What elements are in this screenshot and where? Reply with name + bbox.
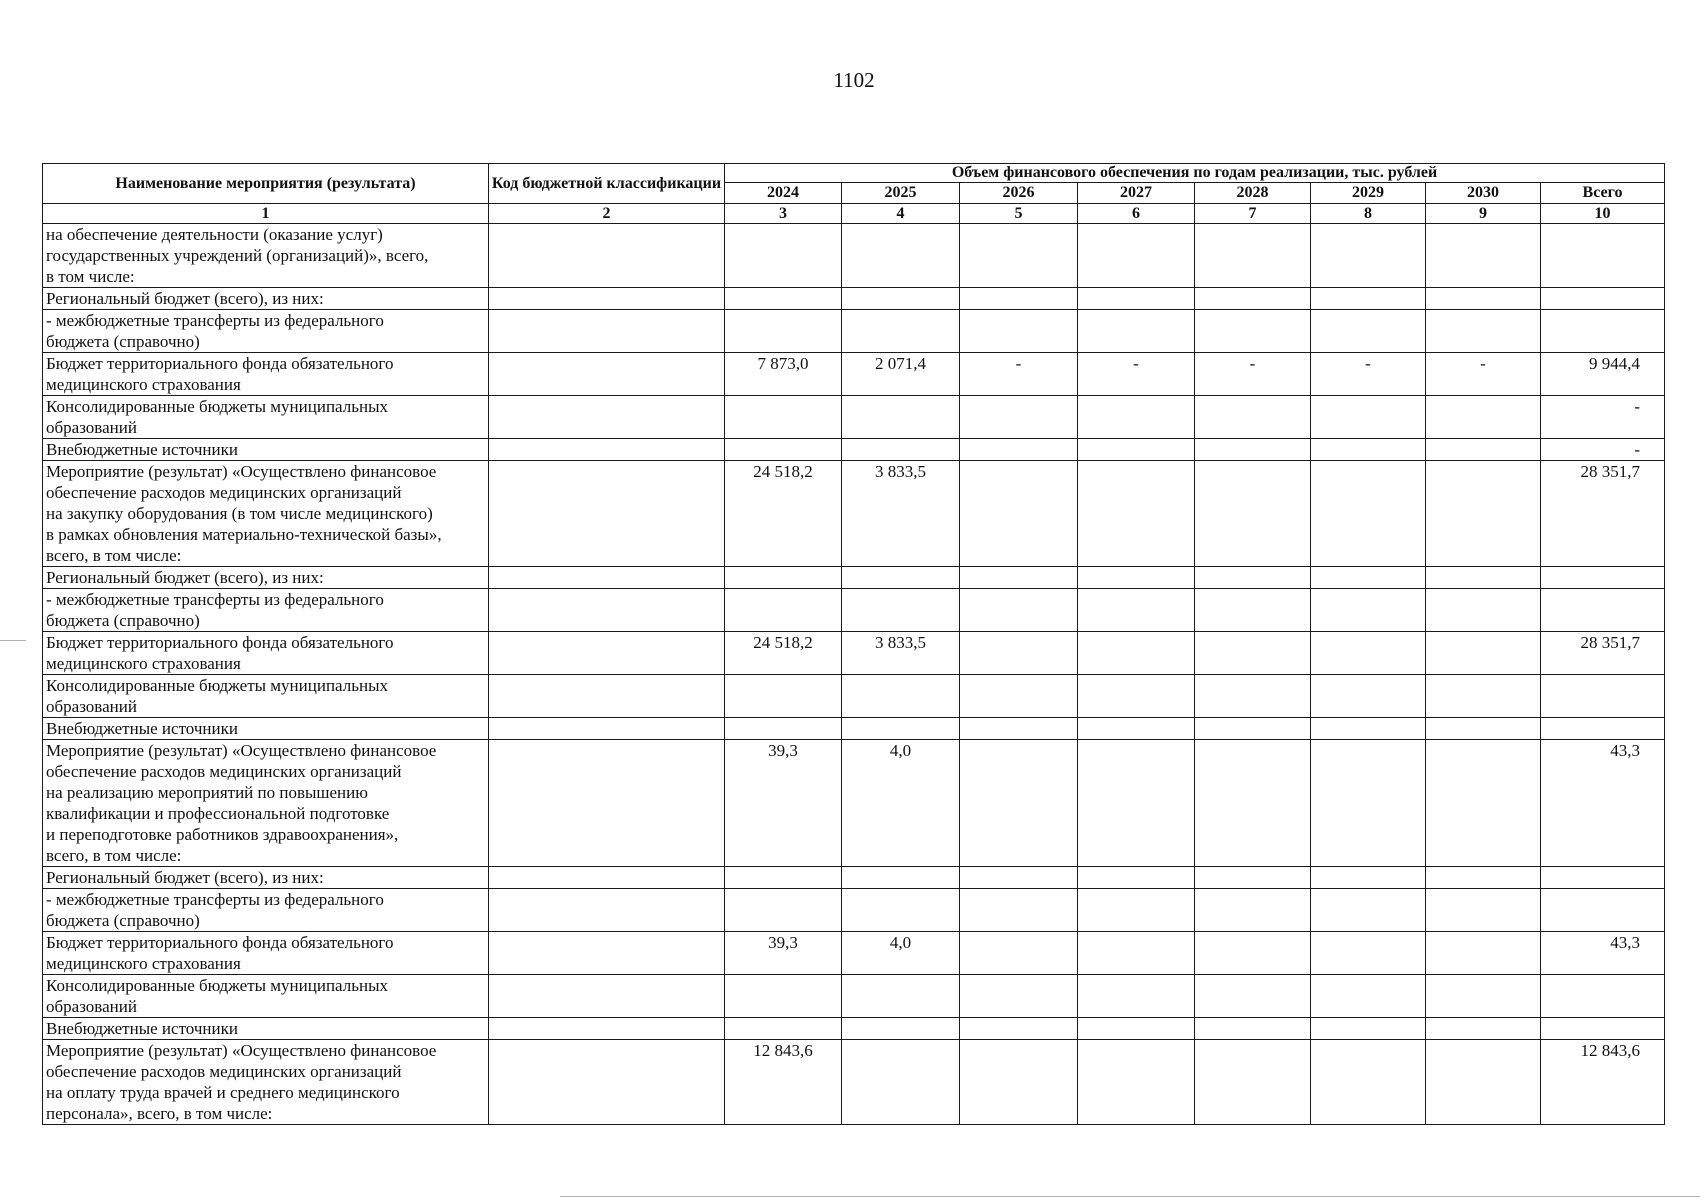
row-value-2028 <box>1195 975 1311 1018</box>
row-value-2025 <box>842 288 960 310</box>
row-total <box>1541 889 1665 932</box>
table-row <box>43 718 1665 740</box>
row-budget-code <box>489 224 725 288</box>
row-value-2030 <box>1426 1018 1541 1040</box>
row-value-2025 <box>842 396 960 439</box>
row-name: Бюджет территориального фонда обязательного медицинского страхования <box>43 632 489 675</box>
row-value-2024 <box>725 224 842 288</box>
row-budget-code <box>489 396 725 439</box>
row-value-2027 <box>1078 1040 1195 1125</box>
column-number: 8 <box>1311 204 1426 224</box>
row-value-2026 <box>960 975 1078 1018</box>
row-budget-code <box>489 740 725 867</box>
row-value-2024 <box>725 975 842 1018</box>
row-value-2028 <box>1195 439 1311 461</box>
row-value-2026 <box>960 932 1078 975</box>
row-value-2026 <box>960 675 1078 718</box>
row-value-2028 <box>1195 675 1311 718</box>
row-value-2029 <box>1311 589 1426 632</box>
row-value-2029 <box>1311 461 1426 567</box>
header-year-2027: 2027 <box>1078 183 1195 204</box>
row-value-2027 <box>1078 439 1195 461</box>
row-value-2024 <box>725 718 842 740</box>
header-year-2029: 2029 <box>1311 183 1426 204</box>
row-value-2027 <box>1078 632 1195 675</box>
row-value-2029 <box>1311 867 1426 889</box>
row-value-2026 <box>960 567 1078 589</box>
row-budget-code <box>489 353 725 396</box>
column-number: 5 <box>960 204 1078 224</box>
row-budget-code <box>489 461 725 567</box>
row-value-2025 <box>842 889 960 932</box>
row-value-2029 <box>1311 932 1426 975</box>
row-value-2029 <box>1311 975 1426 1018</box>
row-name: Внебюджетные источники <box>43 439 489 461</box>
row-value-2024: 39,3 <box>725 932 842 975</box>
row-value-2028 <box>1195 310 1311 353</box>
row-value-2030 <box>1426 310 1541 353</box>
row-value-2027 <box>1078 718 1195 740</box>
row-value-2030 <box>1426 461 1541 567</box>
row-value-2028 <box>1195 632 1311 675</box>
table-row <box>43 632 1665 675</box>
row-value-2025: 4,0 <box>842 740 960 867</box>
row-value-2025 <box>842 718 960 740</box>
row-value-2024 <box>725 1018 842 1040</box>
row-value-2026: - <box>960 353 1078 396</box>
row-value-2024 <box>725 867 842 889</box>
row-value-2026 <box>960 867 1078 889</box>
row-value-2024: 24 518,2 <box>725 461 842 567</box>
row-value-2024 <box>725 567 842 589</box>
row-value-2024: 7 873,0 <box>725 353 842 396</box>
table-row <box>43 310 1665 353</box>
row-value-2027 <box>1078 975 1195 1018</box>
row-value-2025 <box>842 975 960 1018</box>
row-value-2027 <box>1078 1018 1195 1040</box>
table-row <box>43 396 1665 439</box>
header-year-2026: 2026 <box>960 183 1078 204</box>
row-value-2028 <box>1195 1040 1311 1125</box>
row-value-2025 <box>842 675 960 718</box>
row-budget-code <box>489 567 725 589</box>
row-budget-code <box>489 932 725 975</box>
row-total: 28 351,7 <box>1541 632 1665 675</box>
row-name: Внебюджетные источники <box>43 718 489 740</box>
row-value-2028 <box>1195 224 1311 288</box>
row-value-2025 <box>842 567 960 589</box>
row-budget-code <box>489 632 725 675</box>
row-value-2029: - <box>1311 353 1426 396</box>
row-value-2025 <box>842 310 960 353</box>
funding-table <box>42 163 1665 1125</box>
row-name: Региональный бюджет (всего), из них: <box>43 567 489 589</box>
row-value-2029 <box>1311 224 1426 288</box>
row-value-2027 <box>1078 889 1195 932</box>
row-total <box>1541 224 1665 288</box>
table-row <box>43 740 1665 867</box>
row-total <box>1541 589 1665 632</box>
table-row <box>43 224 1665 288</box>
row-total <box>1541 310 1665 353</box>
row-budget-code <box>489 439 725 461</box>
row-value-2029 <box>1311 1018 1426 1040</box>
row-value-2028 <box>1195 1018 1311 1040</box>
row-value-2025 <box>842 1018 960 1040</box>
row-value-2027 <box>1078 567 1195 589</box>
row-name: Консолидированные бюджеты муниципальных образований <box>43 396 489 439</box>
row-value-2024 <box>725 288 842 310</box>
row-name: Бюджет территориального фонда обязательного медицинского страхования <box>43 932 489 975</box>
row-value-2030 <box>1426 932 1541 975</box>
header-name-column: Наименование мероприятия (результата) <box>43 164 489 204</box>
row-value-2030: - <box>1426 353 1541 396</box>
header-year-2025: 2025 <box>842 183 960 204</box>
row-total: 28 351,7 <box>1541 461 1665 567</box>
row-name: - межбюджетные трансферты из федерального бюджета (справочно) <box>43 589 489 632</box>
row-total <box>1541 1018 1665 1040</box>
row-value-2024: 39,3 <box>725 740 842 867</box>
row-value-2027 <box>1078 461 1195 567</box>
row-value-2029 <box>1311 889 1426 932</box>
row-name: - межбюджетные трансферты из федерального бюджета (справочно) <box>43 310 489 353</box>
row-value-2029 <box>1311 718 1426 740</box>
row-value-2027 <box>1078 675 1195 718</box>
row-name: Консолидированные бюджеты муниципальных образований <box>43 975 489 1018</box>
row-value-2027 <box>1078 288 1195 310</box>
row-value-2028 <box>1195 740 1311 867</box>
row-total <box>1541 718 1665 740</box>
row-value-2024 <box>725 589 842 632</box>
row-value-2025 <box>842 867 960 889</box>
row-value-2029 <box>1311 632 1426 675</box>
row-name: Мероприятие (результат) «Осуществлено финансовое обеспечение расходов медицинских организаций на оплату труда врачей и среднего медицинского персонала», всего, в том числе: <box>43 1040 489 1125</box>
row-value-2028: - <box>1195 353 1311 396</box>
scan-bottom-line <box>560 1196 1700 1197</box>
row-value-2029 <box>1311 740 1426 867</box>
row-value-2028 <box>1195 589 1311 632</box>
row-value-2027 <box>1078 310 1195 353</box>
row-total: - <box>1541 396 1665 439</box>
row-name: на обеспечение деятельности (оказание услуг) государственных учреждений (организаций)», всего, в том числе: <box>43 224 489 288</box>
row-value-2030 <box>1426 632 1541 675</box>
row-budget-code <box>489 310 725 353</box>
row-value-2030 <box>1426 224 1541 288</box>
row-value-2026 <box>960 288 1078 310</box>
row-value-2024: 24 518,2 <box>725 632 842 675</box>
row-value-2030 <box>1426 675 1541 718</box>
table-row <box>43 675 1665 718</box>
row-value-2027 <box>1078 589 1195 632</box>
row-value-2030 <box>1426 439 1541 461</box>
row-value-2028 <box>1195 567 1311 589</box>
row-value-2025: 3 833,5 <box>842 632 960 675</box>
row-value-2027: - <box>1078 353 1195 396</box>
row-value-2025 <box>842 1040 960 1125</box>
row-total: 43,3 <box>1541 740 1665 867</box>
row-value-2030 <box>1426 396 1541 439</box>
row-value-2025 <box>842 439 960 461</box>
column-number: 10 <box>1541 204 1665 224</box>
row-value-2024 <box>725 439 842 461</box>
row-value-2030 <box>1426 288 1541 310</box>
row-total <box>1541 975 1665 1018</box>
row-value-2030 <box>1426 889 1541 932</box>
row-value-2028 <box>1195 932 1311 975</box>
page-number: 1102 <box>833 68 875 92</box>
table-row <box>43 889 1665 932</box>
row-value-2026 <box>960 310 1078 353</box>
row-value-2028 <box>1195 461 1311 567</box>
row-value-2026 <box>960 224 1078 288</box>
row-value-2029 <box>1311 675 1426 718</box>
table-row <box>43 288 1665 310</box>
row-value-2024 <box>725 675 842 718</box>
row-value-2029 <box>1311 567 1426 589</box>
row-value-2029 <box>1311 396 1426 439</box>
table-header <box>43 164 1665 204</box>
row-value-2028 <box>1195 867 1311 889</box>
row-value-2025 <box>842 589 960 632</box>
column-number: 2 <box>489 204 725 224</box>
row-total <box>1541 675 1665 718</box>
row-value-2029 <box>1311 288 1426 310</box>
header-total: Всего <box>1541 183 1665 204</box>
row-value-2027 <box>1078 396 1195 439</box>
table-row <box>43 1040 1665 1125</box>
table-row <box>43 353 1665 396</box>
table-row <box>43 1018 1665 1040</box>
row-total <box>1541 288 1665 310</box>
row-value-2025: 4,0 <box>842 932 960 975</box>
row-value-2027 <box>1078 932 1195 975</box>
table-row <box>43 589 1665 632</box>
table-body <box>43 204 1665 1125</box>
table-row <box>43 975 1665 1018</box>
row-budget-code <box>489 675 725 718</box>
row-budget-code <box>489 1018 725 1040</box>
row-budget-code <box>489 889 725 932</box>
row-value-2025 <box>842 224 960 288</box>
row-total <box>1541 867 1665 889</box>
table-row <box>43 461 1665 567</box>
row-value-2030 <box>1426 975 1541 1018</box>
header-year-2028: 2028 <box>1195 183 1311 204</box>
row-name: Бюджет территориального фонда обязательного медицинского страхования <box>43 353 489 396</box>
row-value-2030 <box>1426 567 1541 589</box>
row-value-2029 <box>1311 1040 1426 1125</box>
table-row <box>43 932 1665 975</box>
row-value-2028 <box>1195 288 1311 310</box>
row-value-2026 <box>960 589 1078 632</box>
row-name: Региональный бюджет (всего), из них: <box>43 867 489 889</box>
row-value-2026 <box>960 889 1078 932</box>
row-value-2026 <box>960 632 1078 675</box>
row-value-2030 <box>1426 1040 1541 1125</box>
column-number-row <box>43 204 1665 224</box>
header-funding-column: Объем финансового обеспечения по годам реализации, тыс. рублей <box>725 164 1665 183</box>
header-year-2030: 2030 <box>1426 183 1541 204</box>
row-name: Региональный бюджет (всего), из них: <box>43 288 489 310</box>
row-value-2030 <box>1426 718 1541 740</box>
row-value-2024: 12 843,6 <box>725 1040 842 1125</box>
row-budget-code <box>489 589 725 632</box>
row-budget-code <box>489 718 725 740</box>
row-value-2025: 2 071,4 <box>842 353 960 396</box>
row-budget-code <box>489 1040 725 1125</box>
header-code-column: Код бюджетной классификации <box>489 164 725 204</box>
column-number: 3 <box>725 204 842 224</box>
row-total: 43,3 <box>1541 932 1665 975</box>
row-value-2027 <box>1078 867 1195 889</box>
row-budget-code <box>489 975 725 1018</box>
row-name: Мероприятие (результат) «Осуществлено финансовое обеспечение расходов медицинских организаций на реализацию мероприятий по повышению квалификации и профессиональной подготовке и переподготовке работников здравоохранения», всего, в том числе: <box>43 740 489 867</box>
row-name: Внебюджетные источники <box>43 1018 489 1040</box>
column-number: 9 <box>1426 204 1541 224</box>
row-value-2026 <box>960 1018 1078 1040</box>
row-value-2026 <box>960 396 1078 439</box>
row-value-2026 <box>960 718 1078 740</box>
column-number: 4 <box>842 204 960 224</box>
header-year-2024: 2024 <box>725 183 842 204</box>
row-value-2026 <box>960 740 1078 867</box>
scan-left-mark <box>0 640 26 641</box>
table-row <box>43 439 1665 461</box>
row-budget-code <box>489 288 725 310</box>
row-budget-code <box>489 867 725 889</box>
row-value-2029 <box>1311 310 1426 353</box>
row-value-2024 <box>725 396 842 439</box>
row-value-2027 <box>1078 740 1195 867</box>
row-value-2026 <box>960 439 1078 461</box>
row-name: Консолидированные бюджеты муниципальных образований <box>43 675 489 718</box>
row-value-2030 <box>1426 589 1541 632</box>
row-value-2029 <box>1311 439 1426 461</box>
row-total: 9 944,4 <box>1541 353 1665 396</box>
row-name: Мероприятие (результат) «Осуществлено финансовое обеспечение расходов медицинских организаций на закупку оборудования (в том числе медицинского) в рамках обновления материально-технической базы», всего, в том числе: <box>43 461 489 567</box>
row-value-2028 <box>1195 889 1311 932</box>
row-value-2026 <box>960 461 1078 567</box>
column-number: 7 <box>1195 204 1311 224</box>
row-total <box>1541 567 1665 589</box>
column-number: 6 <box>1078 204 1195 224</box>
row-value-2025: 3 833,5 <box>842 461 960 567</box>
table-row <box>43 867 1665 889</box>
row-total: - <box>1541 439 1665 461</box>
row-total: 12 843,6 <box>1541 1040 1665 1125</box>
row-value-2028 <box>1195 718 1311 740</box>
row-value-2030 <box>1426 740 1541 867</box>
row-value-2024 <box>725 889 842 932</box>
row-name: - межбюджетные трансферты из федерального бюджета (справочно) <box>43 889 489 932</box>
row-value-2026 <box>960 1040 1078 1125</box>
row-value-2024 <box>725 310 842 353</box>
row-value-2027 <box>1078 224 1195 288</box>
table-row <box>43 567 1665 589</box>
row-value-2028 <box>1195 396 1311 439</box>
row-value-2030 <box>1426 867 1541 889</box>
column-number: 1 <box>43 204 489 224</box>
